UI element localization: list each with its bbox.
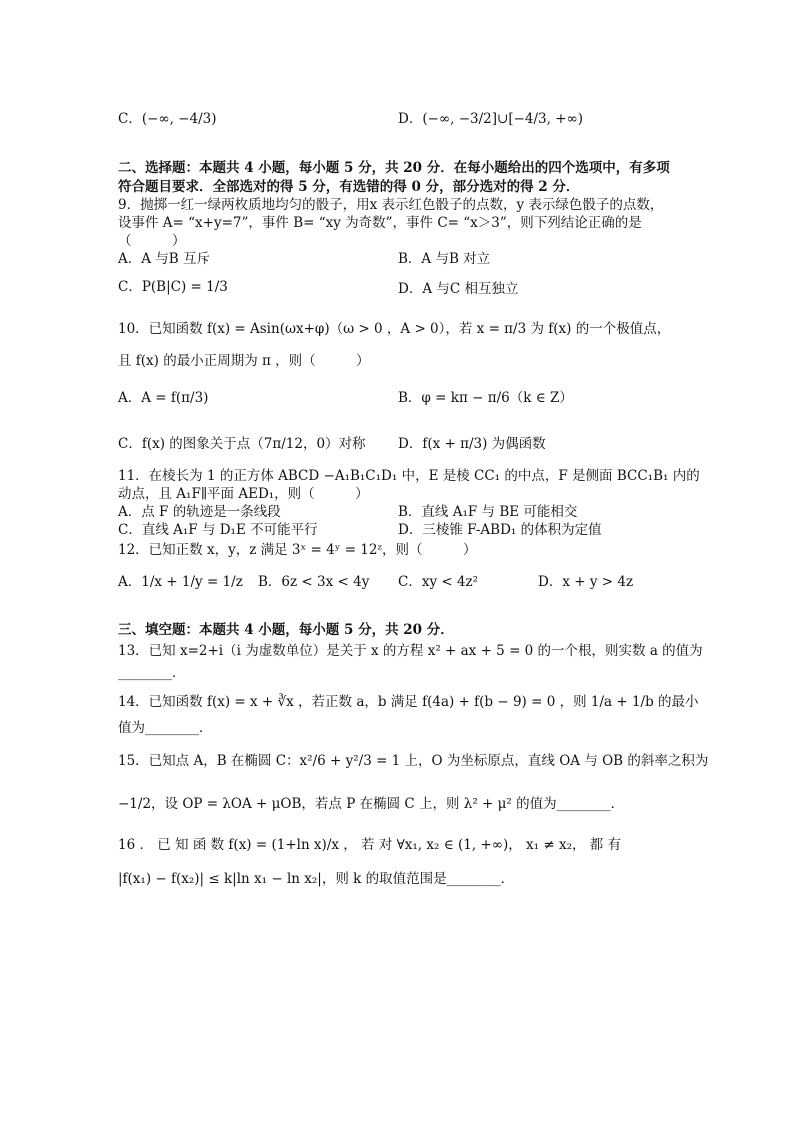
q16-stem-line2: |f(x₁) − f(x₂)| ≤ k|ln x₁ − ln x₂|，则 k 的取值范围是________． [118, 871, 515, 887]
q10-option-a: A．A = f(π/3) [118, 390, 209, 406]
q10-option-b: B．φ = kπ − π/6（k ∈ Z） [398, 390, 573, 406]
q10-stem-line2: 且 f(x) 的最小正周期为 π ，则（ ） [118, 353, 370, 369]
q11-option-d: D．三棱锥 F-ABD₁ 的体积为定值 [398, 522, 602, 538]
q16-stem-line1: 16 ． 已 知 函 数 f(x) = (1+ln x)/x ， 若 对 ∀x₁, x₂ ∈ (1, +∞)， x₁ ≠ x₂， 都 有 [118, 837, 622, 853]
q12-option-a: A．1/x + 1/y = 1/z [118, 574, 243, 590]
q11-option-c: C．直线 A₁F 与 D₁E 不可能平行 [118, 522, 318, 538]
q13-stem-line1: 13．已知 x=2+i（i 为虚数单位）是关于 x 的方程 x² + ax + 5 = 0 的一个根，则实数 a 的值为 [118, 643, 703, 659]
q10-option-d: D．f(x + π/3) 为偶函数 [398, 436, 546, 452]
section3-heading: 三、填空题：本题共 4 小题，每小题 5 分，共 20 分． [118, 622, 454, 638]
q15-stem-line2: −1/2，设 OP = λOA + μOB，若点 P 在椭圆 C 上，则 λ² + μ² 的值为________． [118, 796, 625, 812]
q13-stem-line2: ________． [118, 665, 186, 681]
q8-option-d: D．(−∞, −3/2]∪[−4/3, +∞) [398, 111, 584, 127]
q10-stem-line1: 10．已知函数 f(x) = Asin(ωx+φ)（ω > 0 ，A > 0），若 x = π/3 为 f(x) 的一个极值点， [118, 321, 671, 337]
q12-stem-line1: 12．已知正数 x，y，z 满足 3ˣ = 4ʸ = 12ᶻ，则（ ） [118, 542, 477, 558]
q11-stem-line1: 11．在棱长为 1 的正方体 ABCD −A₁B₁C₁D₁ 中，E 是棱 CC₁ 的中点，F 是侧面 BCC₁B₁ 内的 [118, 468, 700, 484]
q9-option-a: A．A 与B 互斥 [118, 251, 211, 267]
q12-option-d: D．x + y > 4z [538, 574, 634, 590]
q11-option-a: A．点 F 的轨迹是一条线段 [118, 504, 281, 520]
q14-stem-line1: 14．已知函数 f(x) = x + ∛x ，若正数 a，b 满足 f(4a) + f(b − 9) = 0 ，则 1/a + 1/b 的最小 [118, 694, 699, 710]
q9-option-c: C．P(B|C) = 1/3 [118, 279, 228, 295]
q9-option-b: B．A 与B 对立 [398, 251, 491, 267]
q14-stem-line2: 值为________． [118, 720, 213, 736]
q8-option-c: C．(−∞, −4/3) [118, 111, 217, 127]
section2-heading-line1: 二、选择题：本题共 4 小题，每小题 5 分，共 20 分．在每小题给出的四个选项中，有多项 [118, 160, 670, 176]
q9-option-d: D．A 与C 相互独立 [398, 281, 519, 297]
q10-option-c: C．f(x) 的图象关于点（7π/12，0）对称 [118, 436, 366, 452]
q12-option-b: B．6z < 3x < 4y [258, 574, 370, 590]
q12-option-c: C．xy < 4z² [398, 574, 479, 590]
q9-stem-line2: 设事件 A= “x+y=7”，事件 B= “xy 为奇数”，事件 C= “x＞3”，则下列结论正确的是 [118, 215, 642, 231]
q9-stem-line1: 9．抛掷一红一绿两枚质地均匀的骰子，用x 表示红色骰子的点数，y 表示绿色骰子的点数， [118, 197, 664, 213]
q11-option-b: B．直线 A₁F 与 BE 可能相交 [398, 504, 578, 520]
q15-stem-line1: 15．已知点 A，B 在椭圆 C：x²/6 + y²/3 = 1 上，O 为坐标原点，直线 OA 与 OB 的斜率之积为 [118, 753, 709, 769]
q11-stem-line2: 动点，且 A₁F∥平面 AED₁，则（ ） [118, 486, 369, 502]
q9-stem-line3: （ ） [118, 233, 186, 249]
section2-heading-line2: 符合题目要求．全部选对的得 5 分，有选错的得 0 分，部分选对的得 2 分． [118, 179, 580, 195]
